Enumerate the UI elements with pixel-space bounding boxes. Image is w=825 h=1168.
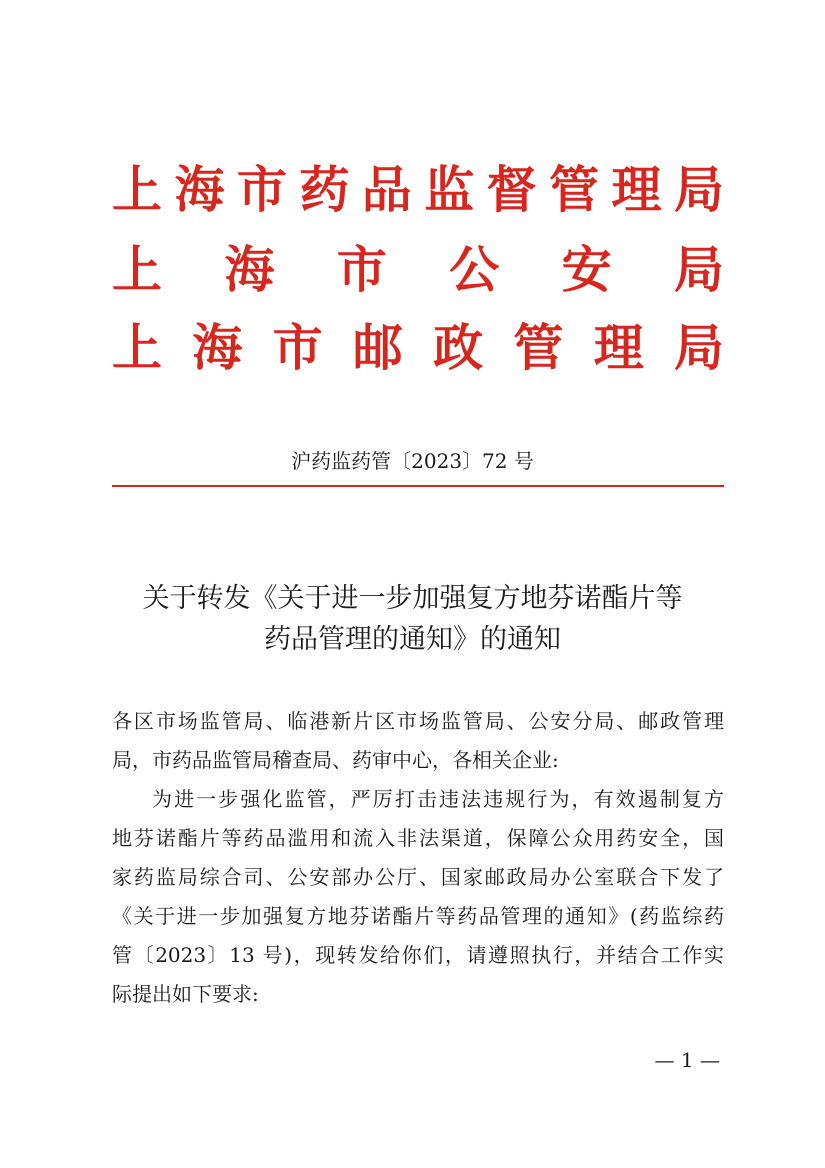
header-char: 市 (272, 318, 323, 377)
header-char: 管 (513, 318, 564, 377)
header-char: 上 (112, 240, 162, 299)
header-agency-public-security (112, 240, 724, 300)
header-char: 公 (449, 240, 500, 299)
header-char: 药 (299, 160, 350, 219)
addressee-line: 局，市药品监管局稽查局、药审中心，各相关企业: (112, 748, 559, 772)
header-char: 上 (112, 160, 162, 219)
header-char: 市 (236, 160, 287, 219)
document-title-line-1: 关于转发《关于进一步加强复方地芬诺酯片等 (142, 583, 683, 614)
header-char: 理 (611, 160, 662, 219)
header-char: 理 (593, 318, 644, 377)
paragraph-line: 际提出如下要求: (112, 982, 259, 1006)
header-char: 安 (561, 240, 612, 299)
body-paragraph (112, 780, 724, 1014)
paragraph-line: 地芬诺酯片等药品滥用和流入非法渠道，保障公众用药安全，国 (112, 826, 724, 850)
header-char: 局 (673, 318, 724, 377)
header-char: 督 (486, 160, 537, 219)
header-char: 上 (112, 318, 162, 377)
header-char: 海 (174, 160, 225, 219)
header-agency-postal (112, 318, 724, 378)
header-char: 局 (673, 160, 724, 219)
paragraph-line: 家药监局综合司、公安部办公厅、国家邮政局办公室联合下发了 (112, 865, 724, 889)
addressee-line: 各区市场监管局、临港新片区市场监管局、公安分局、邮政管理 (112, 709, 724, 733)
header-char: 品 (361, 160, 412, 219)
header-char: 邮 (352, 318, 403, 377)
paragraph-line: 为进一步强化监管，严厉打击违法违规行为，有效遏制复方 (152, 787, 724, 811)
header-char: 政 (433, 318, 484, 377)
header-char: 市 (336, 240, 387, 299)
header-char: 管 (549, 160, 600, 219)
paragraph-line: 管〔2023〕13 号)，现转发给你们，请遵照执行，并结合工作实 (112, 943, 724, 967)
red-separator-line (112, 485, 724, 487)
header-agency-drug-administration (112, 160, 724, 220)
document-title-line-2: 药品管理的通知》的通知 (264, 624, 561, 655)
header-char: 海 (192, 318, 243, 377)
header-char: 海 (224, 240, 275, 299)
header-char: 监 (424, 160, 475, 219)
header-char: 局 (673, 240, 724, 299)
page-number: — 1 — (654, 1048, 720, 1072)
document-number: 沪药监药管〔2023〕72 号 (291, 449, 534, 473)
paragraph-line: 《关于进一步加强复方地芬诺酯片等药品管理的通知》(药监综药 (112, 904, 724, 928)
addressee-block (112, 702, 724, 780)
